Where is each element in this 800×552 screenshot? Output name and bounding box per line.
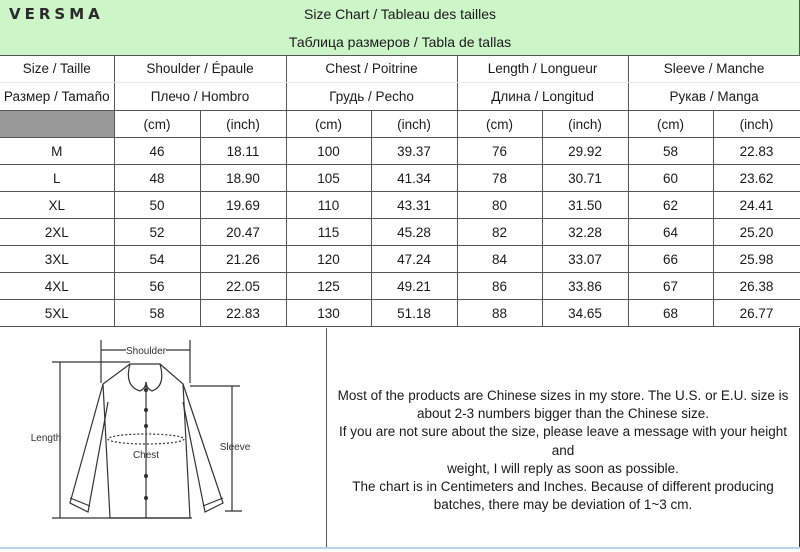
value-cell: 39.37 (371, 138, 457, 165)
value-cell: 68 (628, 300, 713, 327)
value-cell: 45.28 (371, 219, 457, 246)
value-cell: 67 (628, 273, 713, 300)
value-cell: 84 (457, 246, 542, 273)
size-cell: 3XL (0, 246, 114, 273)
value-cell: 21.26 (200, 246, 286, 273)
svg-text:Chest: Chest (132, 450, 160, 461)
unit-cell: (inch) (542, 111, 628, 138)
value-cell: 25.98 (713, 246, 800, 273)
value-cell: 115 (286, 219, 371, 246)
units-row (0, 111, 800, 138)
size-header-alt: Размер / Tamaño (0, 83, 114, 111)
value-cell: 26.77 (713, 300, 800, 327)
value-cell: 26.38 (713, 273, 800, 300)
size-cell: 4XL (0, 273, 114, 300)
brand-logo: VERSMA (9, 5, 104, 23)
value-cell: 18.90 (200, 165, 286, 192)
note-line: If you are not sure about the size, please leave a message with your height and (338, 424, 788, 458)
size-cell: 2XL (0, 219, 114, 246)
shoulder-header: Shoulder / Épaule (114, 55, 286, 83)
value-cell: 22.83 (200, 300, 286, 327)
unit-cell: (inch) (200, 111, 286, 138)
value-cell: 56 (114, 273, 200, 300)
unit-cell: (cm) (457, 111, 542, 138)
shoulder-header-alt: Плечо / Hombro (114, 83, 286, 111)
value-cell: 22.05 (200, 273, 286, 300)
value-cell: 54 (114, 246, 200, 273)
shirt-measurement-icon (0, 328, 326, 547)
note-line: weight, I will reply as soon as possible. (447, 460, 679, 476)
header-row-2 (0, 83, 800, 111)
value-cell: 52 (114, 219, 200, 246)
svg-text:Length: Length (30, 433, 62, 444)
note-line: about 2-3 numbers bigger than the Chinese size. (417, 406, 709, 422)
value-cell: 34.65 (542, 300, 628, 327)
value-cell: 31.50 (542, 192, 628, 219)
sleeve-header: Sleeve / Manche (628, 55, 800, 83)
chest-header: Chest / Poitrine (286, 55, 457, 83)
unit-cell: (cm) (114, 111, 200, 138)
value-cell: 18.11 (200, 138, 286, 165)
value-cell: 47.24 (371, 246, 457, 273)
value-cell: 46 (114, 138, 200, 165)
value-cell: 110 (286, 192, 371, 219)
table-row (0, 300, 800, 327)
note-line: batches, there may be deviation of 1~3 cm. (433, 497, 693, 513)
sizing-notes (327, 387, 799, 514)
svg-text:Shoulder: Shoulder (125, 346, 167, 357)
units-blank-cell (0, 111, 114, 138)
value-cell: 64 (628, 219, 713, 246)
length-header: Length / Longueur (457, 55, 628, 83)
length-header-alt: Длина / Longitud (457, 83, 628, 111)
value-cell: 125 (286, 273, 371, 300)
value-cell: 120 (286, 246, 371, 273)
value-cell: 24.41 (713, 192, 800, 219)
value-cell: 62 (628, 192, 713, 219)
title-line-1: Size Chart / Tableau des tailles (304, 6, 496, 22)
value-cell: 29.92 (542, 138, 628, 165)
value-cell: 41.34 (371, 165, 457, 192)
value-cell: 66 (628, 246, 713, 273)
value-cell: 100 (286, 138, 371, 165)
value-cell: 88 (457, 300, 542, 327)
size-cell: M (0, 138, 114, 165)
value-cell: 49.21 (371, 273, 457, 300)
value-cell: 80 (457, 192, 542, 219)
value-cell: 58 (114, 300, 200, 327)
value-cell: 105 (286, 165, 371, 192)
value-cell: 86 (457, 273, 542, 300)
unit-cell: (cm) (286, 111, 371, 138)
value-cell: 50 (114, 192, 200, 219)
table-row (0, 192, 800, 219)
value-cell: 51.18 (371, 300, 457, 327)
value-cell: 48 (114, 165, 200, 192)
value-cell: 22.83 (713, 138, 800, 165)
table-row (0, 138, 800, 165)
value-cell: 130 (286, 300, 371, 327)
chest-header-alt: Грудь / Pecho (286, 83, 457, 111)
sizing-notes-panel (327, 328, 800, 547)
value-cell: 32.28 (542, 219, 628, 246)
note-line: Most of the products are Chinese sizes in my store. The U.S. or E.U. size is (337, 388, 789, 403)
unit-cell: (inch) (713, 111, 800, 138)
value-cell: 58 (628, 138, 713, 165)
table-row (0, 165, 800, 192)
value-cell: 43.31 (371, 192, 457, 219)
value-cell: 25.20 (713, 219, 800, 246)
sleeve-header-alt: Рукав / Manga (628, 83, 800, 111)
value-cell: 33.86 (542, 273, 628, 300)
size-cell: XL (0, 192, 114, 219)
title-line-2: Таблица размеров / Tabla de tallas (288, 34, 512, 50)
value-cell: 60 (628, 165, 713, 192)
size-cell: L (0, 165, 114, 192)
table-row (0, 246, 800, 273)
table-row (0, 219, 800, 246)
note-line: The chart is in Centimeters and Inches. Because of different producing (352, 479, 774, 495)
value-cell: 20.47 (200, 219, 286, 246)
value-cell: 33.07 (542, 246, 628, 273)
value-cell: 19.69 (200, 192, 286, 219)
unit-cell: (cm) (628, 111, 713, 138)
value-cell: 23.62 (713, 165, 800, 192)
unit-cell: (inch) (371, 111, 457, 138)
header-row-1 (0, 55, 800, 83)
value-cell: 76 (457, 138, 542, 165)
size-cell: 5XL (0, 300, 114, 327)
size-header: Size / Taille (0, 55, 114, 83)
value-cell: 78 (457, 165, 542, 192)
value-cell: 82 (457, 219, 542, 246)
shirt-diagram-panel (0, 328, 327, 547)
size-chart-header (0, 0, 800, 56)
svg-text:Sleeve: Sleeve (219, 442, 251, 453)
bottom-section (0, 328, 800, 549)
value-cell: 30.71 (542, 165, 628, 192)
size-table (0, 55, 800, 327)
table-row (0, 273, 800, 300)
